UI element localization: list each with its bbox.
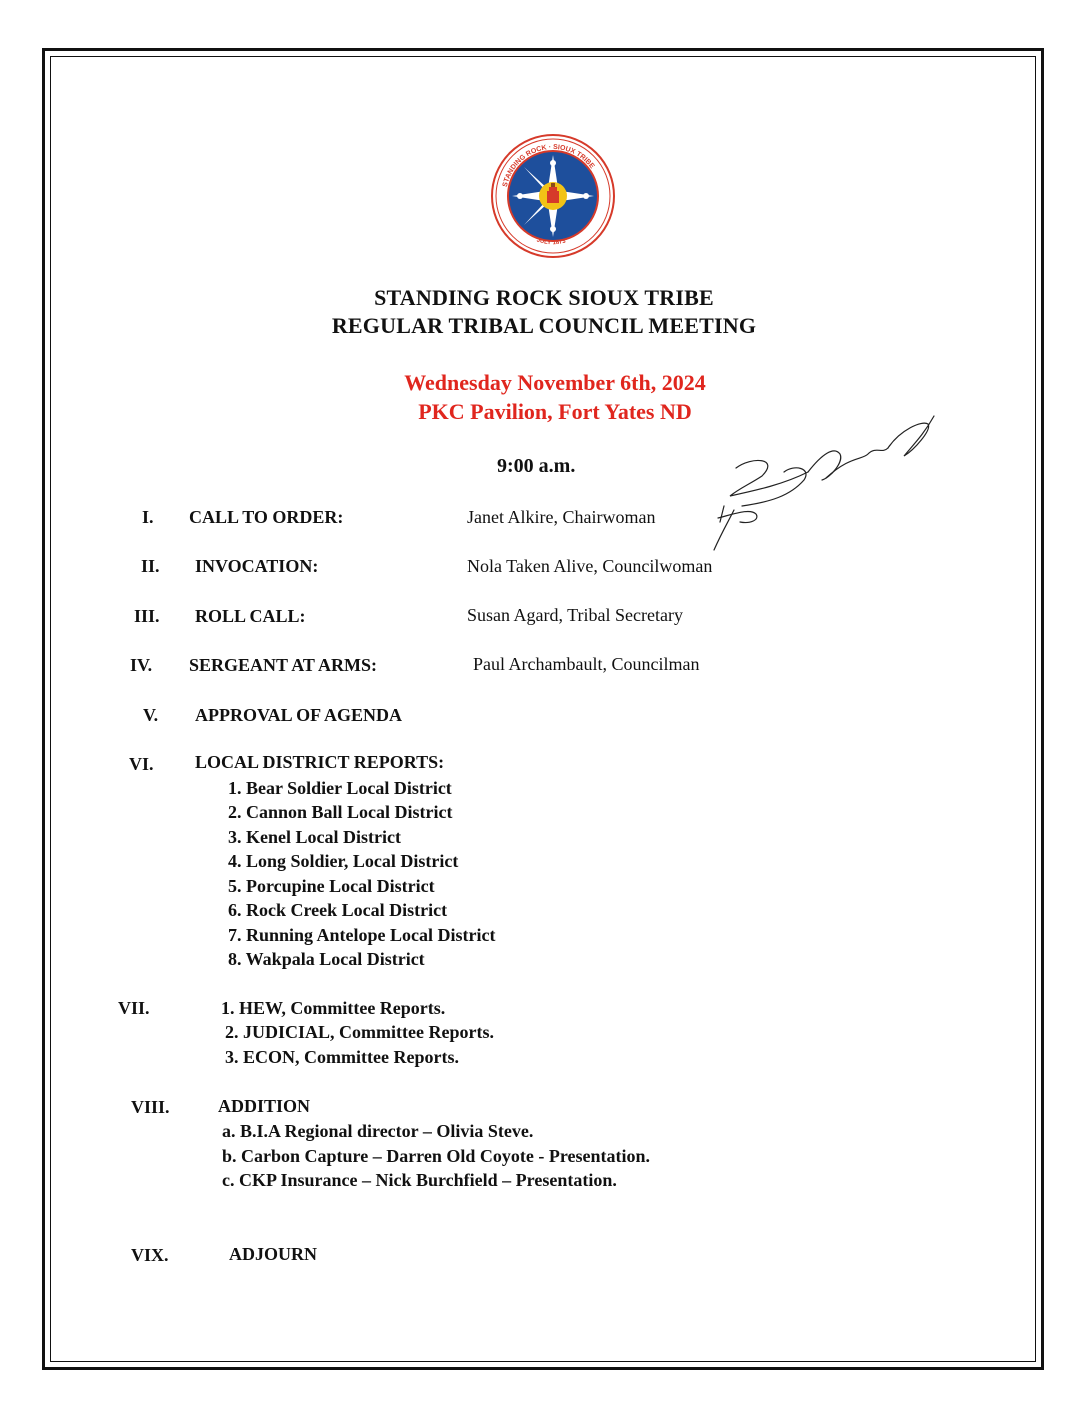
- district-report-item: 6. Rock Creek Local District: [228, 900, 448, 920]
- district-report-item: 7. Running Antelope Local District: [228, 925, 496, 945]
- meeting-title: REGULAR TRIBAL COUNCIL MEETING: [331, 313, 757, 338]
- district-report-item: 3. Kenel Local District: [228, 827, 401, 847]
- agenda-item-4-presenter: Paul Archambault, Councilman: [473, 654, 700, 674]
- meeting-time: 9:00 a.m.: [497, 455, 576, 477]
- agenda-item-3-presenter: Susan Agard, Tribal Secretary: [467, 605, 683, 625]
- agenda-item-4-number: IV.: [130, 655, 153, 675]
- agenda-item-4-label: SERGEANT AT ARMS:: [189, 655, 378, 675]
- agenda-item-1-presenter: Janet Alkire, Chairwoman: [467, 507, 656, 527]
- agenda-item-2-number: II.: [141, 556, 160, 576]
- svg-text:JULY 1873: JULY 1873: [535, 237, 567, 247]
- committee-report-item: 2. JUDICIAL, Committee Reports.: [225, 1022, 494, 1042]
- agenda-item-3-number: III.: [134, 606, 160, 626]
- agenda-item-6-number: VI.: [129, 754, 154, 774]
- district-report-item: 4. Long Soldier, Local District: [228, 851, 459, 871]
- agenda-item-6-label: LOCAL DISTRICT REPORTS:: [195, 752, 445, 772]
- addition-item: c. CKP Insurance – Nick Burchfield – Presentation.: [222, 1170, 617, 1190]
- committee-report-item: 3. ECON, Committee Reports.: [225, 1047, 459, 1067]
- handwritten-signature: [700, 410, 940, 560]
- district-report-item: 8. Wakpala Local District: [228, 949, 425, 969]
- addition-item: a. B.I.A Regional director – Olivia Steve.: [222, 1121, 534, 1141]
- svg-text:STANDING ROCK · SIOUX TRIBE: STANDING ROCK · SIOUX TRIBE: [501, 143, 596, 188]
- agenda-item-8-label: ADDITION: [218, 1096, 311, 1116]
- agenda-item-1-number: I.: [142, 507, 154, 527]
- agenda-item-1-label: CALL TO ORDER:: [189, 507, 344, 527]
- agenda-item-7-number: VII.: [118, 998, 150, 1018]
- district-report-item: 2. Cannon Ball Local District: [228, 802, 453, 822]
- agenda-item-3-label: ROLL CALL:: [195, 606, 306, 626]
- committee-report-item: 1. HEW, Committee Reports.: [221, 998, 446, 1018]
- org-title: STANDING ROCK SIOUX TRIBE: [374, 285, 714, 310]
- district-report-item: 5. Porcupine Local District: [228, 876, 435, 896]
- district-report-item: 1. Bear Soldier Local District: [228, 778, 452, 798]
- agenda-item-5-label: APPROVAL OF AGENDA: [195, 705, 403, 725]
- tribal-seal-logo: [490, 133, 616, 259]
- agenda-item-8-number: VIII.: [131, 1097, 170, 1117]
- agenda-item-2-presenter: Nola Taken Alive, Councilwoman: [467, 556, 713, 576]
- agenda-item-5-number: V.: [143, 705, 159, 725]
- agenda-item-9-number: VIX.: [131, 1245, 169, 1265]
- meeting-date: Wednesday November 6th, 2024: [404, 370, 706, 395]
- addition-item: b. Carbon Capture – Darren Old Coyote - Presentation.: [222, 1146, 650, 1166]
- agenda-item-9-label: ADJOURN: [229, 1244, 317, 1264]
- meeting-location: PKC Pavilion, Fort Yates ND: [418, 399, 692, 424]
- agenda-item-2-label: INVOCATION:: [195, 556, 319, 576]
